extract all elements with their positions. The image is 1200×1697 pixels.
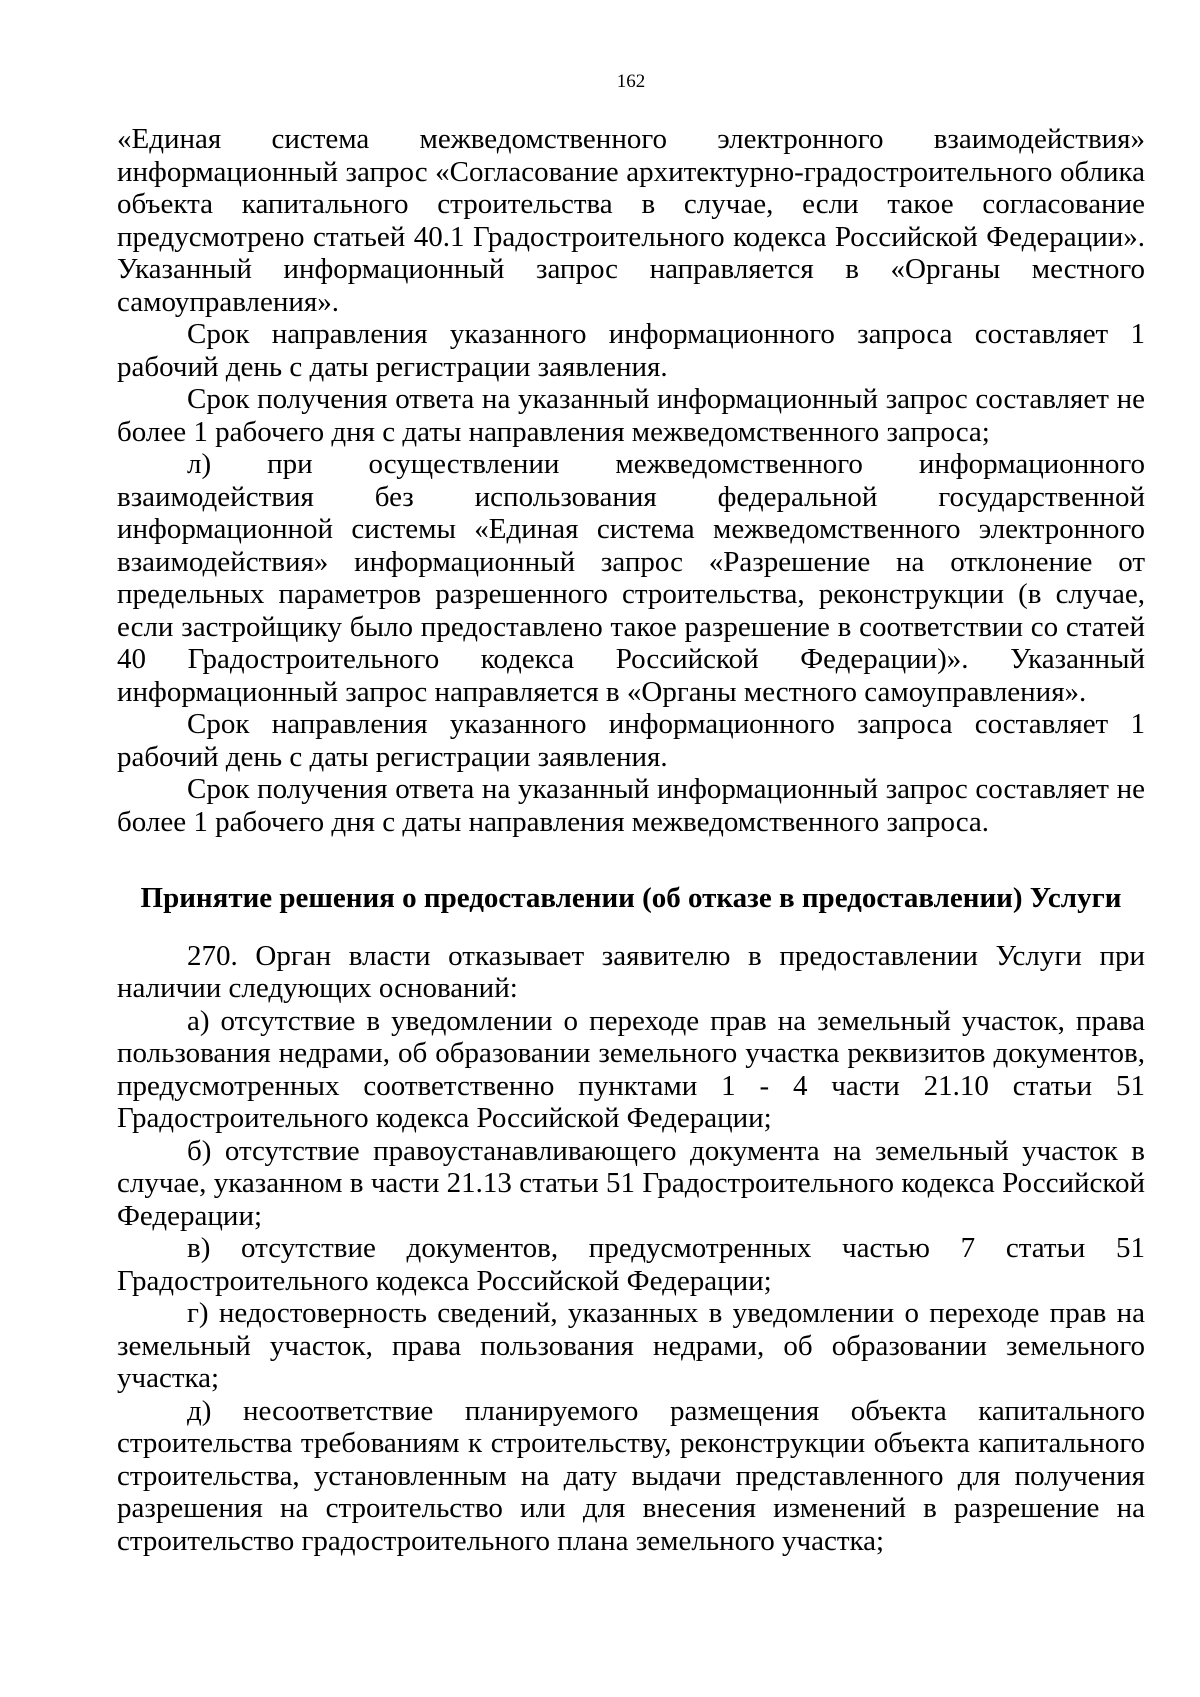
paragraph: Срок направления указанного информационного запроса составляет 1 рабочий день с даты регистрации заявления.: [117, 708, 1145, 773]
paragraph: л) при осуществлении межведомственного информационного взаимодействия без использования федеральной государственной информационной системы «Единая система межведомственного электронного взаимодействия» информационный запрос «Разрешение на отклонение от предельных параметров разрешенного строительства, реконструкции (в случае, если застройщику было предоставлено такое разрешение в соответствии со статей 40 Градостроительного кодекса Российской Федерации)». Указанный информационный запрос направляется в «Органы местного самоуправления».: [117, 448, 1145, 708]
paragraph: 270. Орган власти отказывает заявителю в предоставлении Услуги при наличии следующих оснований:: [117, 939, 1145, 1004]
document-page: [117, 0, 1145, 1697]
list-item: в) отсутствие документов, предусмотренных частью 7 статьи 51 Градостроительного кодекса Российской Федерации;: [117, 1232, 1145, 1297]
document-body: [117, 123, 1145, 1557]
paragraph: Срок направления указанного информационного запроса составляет 1 рабочий день с даты регистрации заявления.: [117, 318, 1145, 383]
paragraph: Срок получения ответа на указанный информационный запрос составляет не более 1 рабочего дня с даты направления межведомственного запроса.: [117, 773, 1145, 838]
list-item: д) несоответствие планируемого размещения объекта капитального строительства требованиям к строительству, реконструкции объекта капитального строительства, установленным на дату выдачи представленного для получения разрешения на строительство или для внесения изменений в разрешение на строительство градостроительного плана земельного участка;: [117, 1394, 1145, 1557]
list-item: а) отсутствие в уведомлении о переходе прав на земельный участок, права пользования недрами, об образовании земельного участка реквизитов документов, предусмотренных соответственно пунктами 1 - 4 части 21.10 статьи 51 Градостроительного кодекса Российской Федерации;: [117, 1004, 1145, 1134]
list-item: г) недостоверность сведений, указанных в уведомлении о переходе прав на земельный участок, права пользования недрами, об образовании земельного участка;: [117, 1297, 1145, 1394]
paragraph: Срок получения ответа на указанный информационный запрос составляет не более 1 рабочего дня с даты направления межведомственного запроса;: [117, 383, 1145, 448]
section-heading: Принятие решения о предоставлении (об отказе в предоставлении) Услуги: [140, 882, 1122, 914]
paragraph: «Единая система межведомственного электронного взаимодействия» информационный запрос «Согласование архитектурно-градостроительного облика объекта капитального строительства в случае, если такое согласование предусмотрено статьей 40.1 Градостроительного кодекса Российской Федерации». Указанный информационный запрос направляется в «Органы местного самоуправления».: [117, 123, 1145, 318]
page-number: 162: [616, 71, 646, 92]
list-item: б) отсутствие правоустанавливающего документа на земельный участок в случае, указанном в части 21.13 статьи 51 Градостроительного кодекса Российской Федерации;: [117, 1134, 1145, 1232]
